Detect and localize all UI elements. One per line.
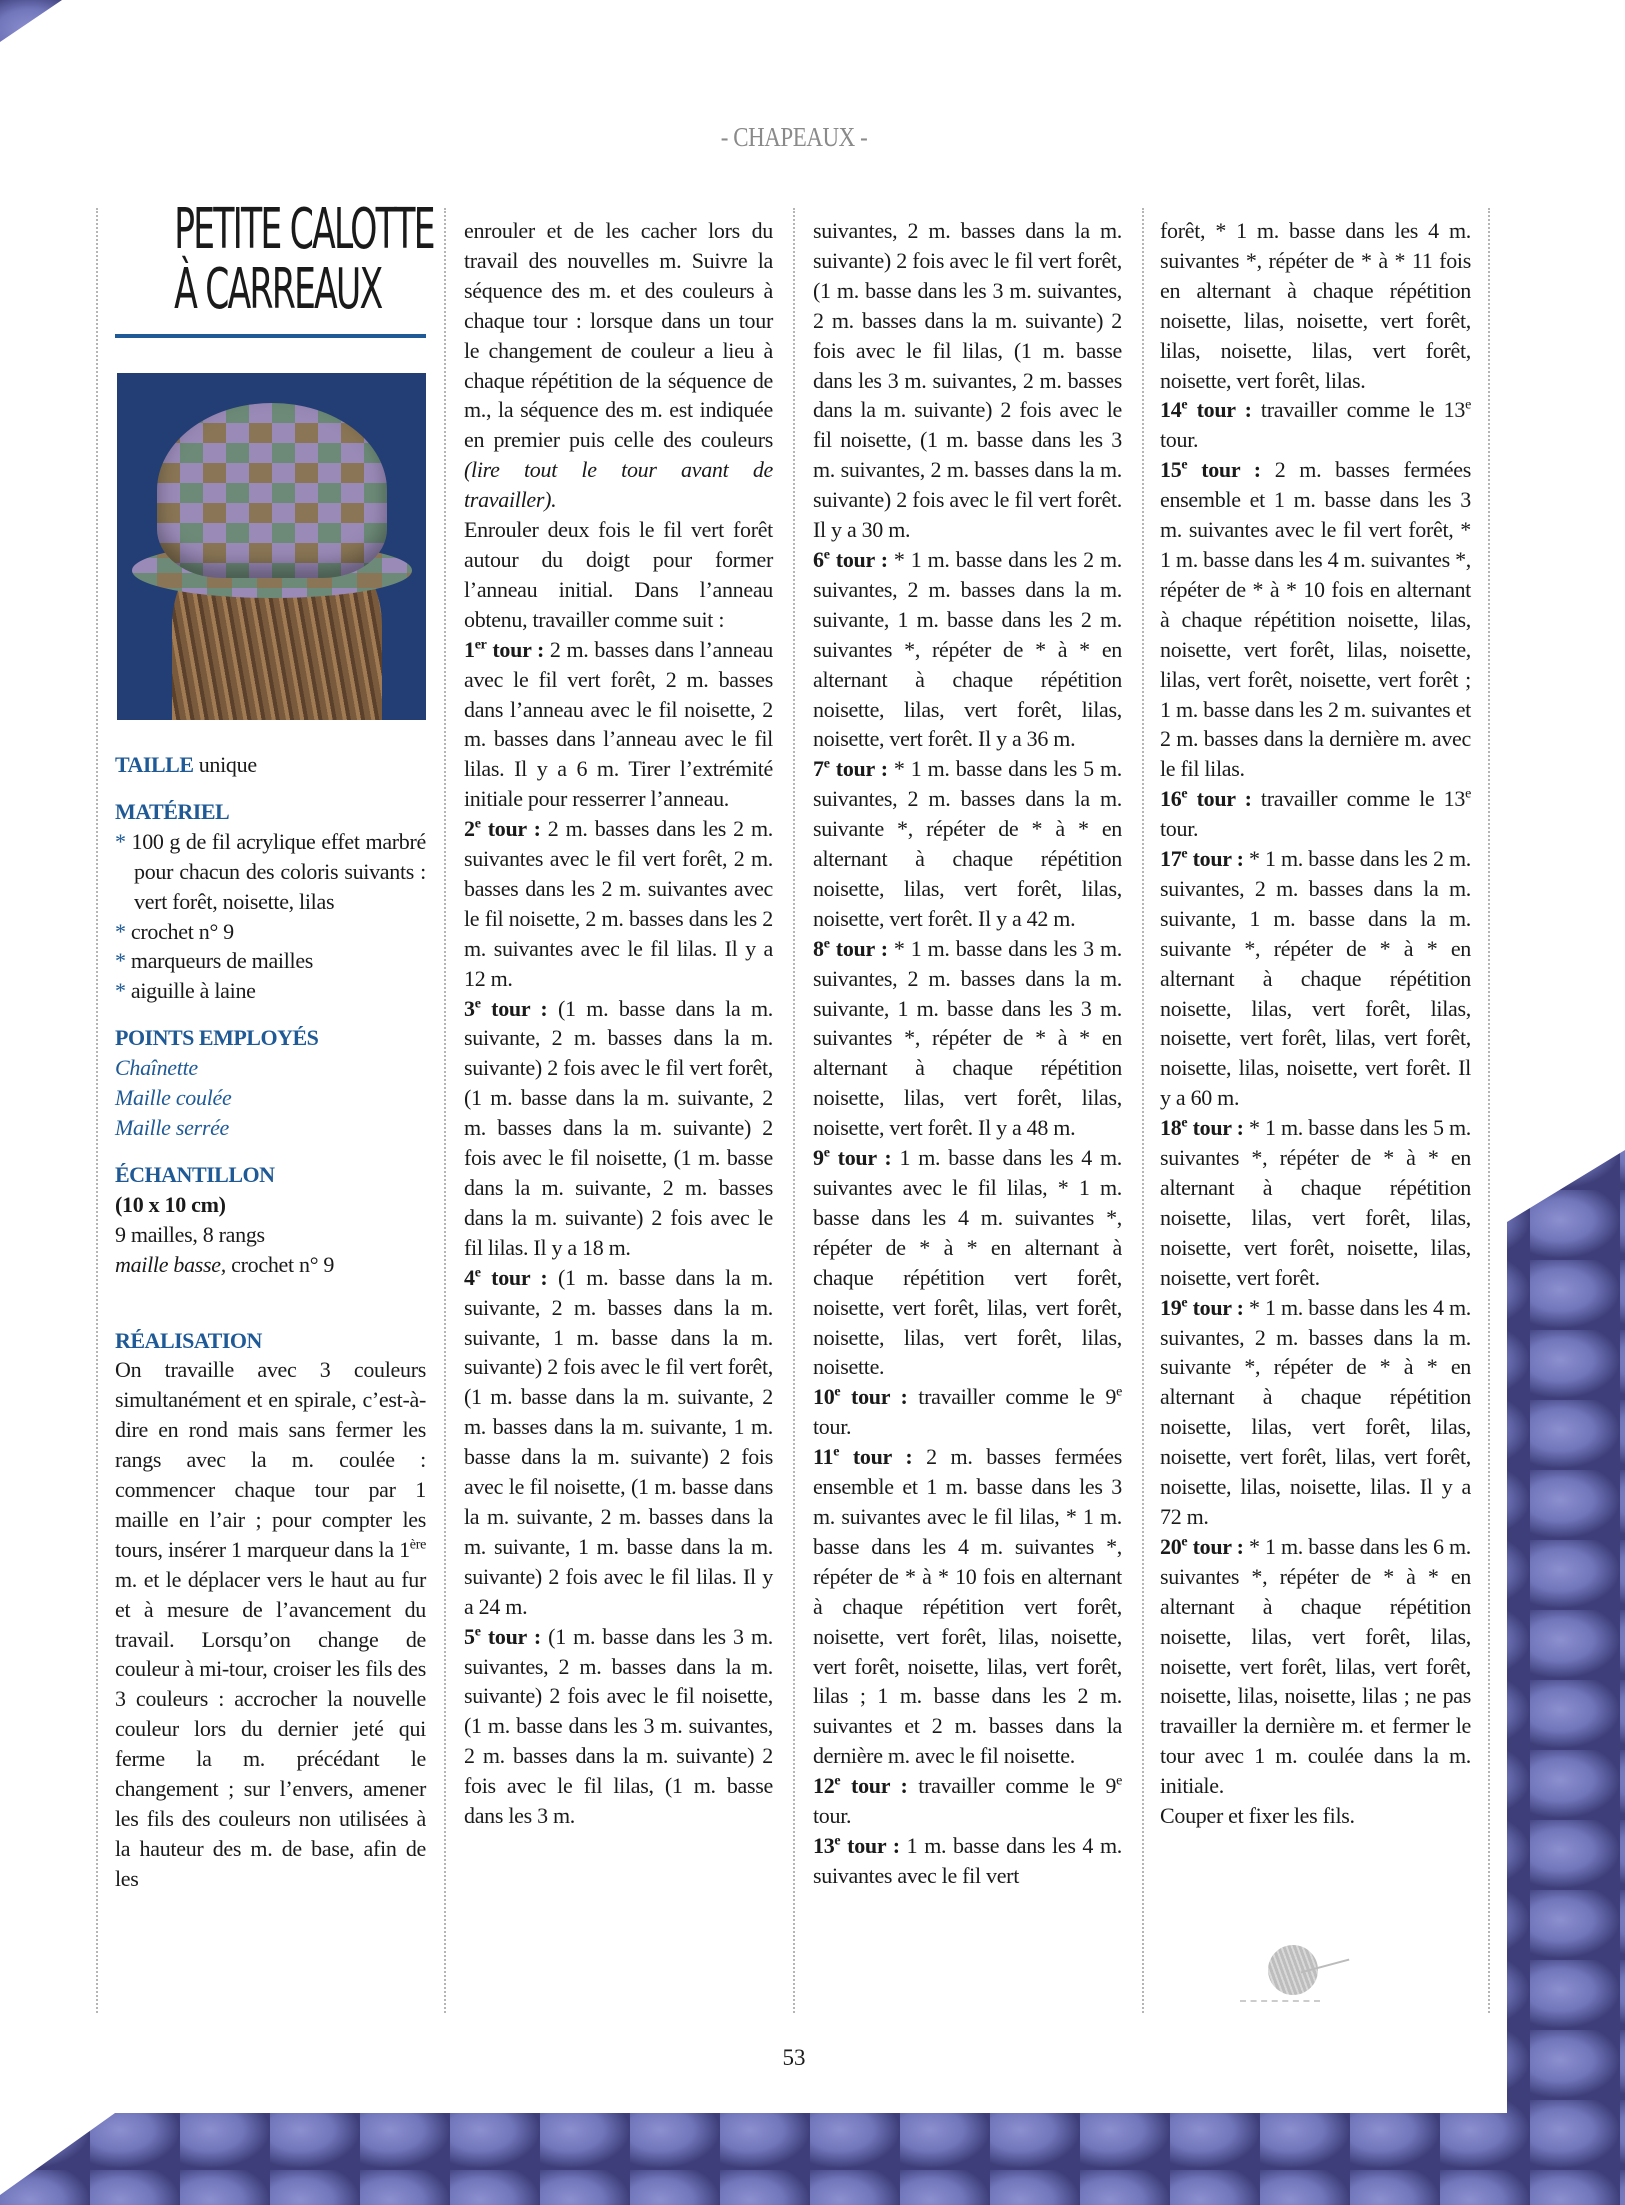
realisation-text-part: On travaille avec 3 couleurs simultanément et en spirale, c’est-à-dire en rond mais sans fermer les rangs avec la m. coulée : commencer chaque tour par 1 maille en l’air ; pour compter les tours, insérer 1 marqueur dans la 1 [115,1357,426,1562]
column-divider [1488,208,1490,2013]
superscript: e [1465,398,1471,414]
instruction-text: (1 m. basse dans la m. suivante, 2 m. basses dans la m. suivante) 2 fois avec le fil vert forêt, (1 m. basse dans la m. suivante, 2 m. basses dans la m. suivante) 2 fois avec le fil noisette, (1 m. basse dans la m. suivante, 2 m. basses dans la m. suivante) 2 fois avec le fil lilas. Il y a 18 m. [464,995,774,1260]
round-number: 9 [813,1145,824,1171]
round-label-text: tour : [1187,786,1252,812]
instruction-text: tour. [813,1803,852,1829]
pattern-title [174,197,434,322]
echantillon-stitch [115,1250,426,1280]
round-label [464,996,547,1021]
round-label [1160,397,1252,422]
round-reference: 9 [1105,1773,1117,1799]
round-label [813,547,888,572]
round-number: 14 [1160,397,1182,423]
superscript: ère [409,1537,426,1553]
instruction-paragraph [813,216,1122,545]
instruction-text: Couper et fixer les fils. [1160,1803,1355,1829]
round-label [813,1773,908,1798]
instruction-text: travailler comme le [1251,397,1444,423]
round-label [1160,846,1244,871]
round-instruction [464,1263,773,1622]
round-label-text: tour : [1187,1294,1244,1320]
round-number: 7 [813,756,824,782]
round-label-text: tour : [829,756,888,782]
round-label [1160,786,1252,811]
round-number: 17 [1160,846,1182,872]
instruction-text: (1 m. basse dans les 3 m. suivantes, 2 m. basses dans la m. suivante) 2 fois avec le fil noisette, (1 m. basse dans les 3 m. suivantes, 2 m. basses dans la m. suivante) 2 fois avec le fil lilas, (1 m. basse dans les 3 m. [464,1623,773,1829]
round-instruction [1160,1532,1471,1801]
title-underline [115,334,426,338]
round-label-text: tour : [1187,846,1244,872]
superscript: e [474,996,481,1012]
superscript: e [834,1385,841,1401]
instruction-note: (lire tout le tour avant de travailler). [464,457,773,513]
round-label-text: tour : [829,546,888,572]
round-instruction [1160,395,1471,455]
superscript: e [1116,1385,1123,1401]
point-link[interactable]: Maille serrée [115,1114,230,1140]
round-instruction [1160,1293,1471,1532]
round-label [813,1384,908,1409]
echantillon-size: (10 x 10 cm) [115,1191,226,1217]
echantillon-gauge: 9 mailles, 8 rangs [115,1221,265,1247]
round-instruction [464,814,773,993]
materiel-item-text: 100 g de fil acrylique effet marbré pour chacun des coloris suivants : vert forêt, noisette, lilas [131,828,426,914]
realisation-text [115,1355,426,1893]
instruction-text: Enrouler deux fois le fil vert forêt autour du doigt pour former l’anneau initial. Dans l’anneau obtenu, travailler comme suit : [464,517,773,632]
round-instruction [464,635,773,814]
round-label [1160,1295,1244,1320]
column-4 [1160,216,1471,1831]
round-reference: 13 [1443,397,1466,423]
instruction-text: travailler comme le [907,1773,1106,1799]
title-line-1: PETITE CALOTTE [174,197,434,262]
instruction-text: enrouler et de les cacher lors du travail des nouvelles m. Suivre la séquence des m. et des couleurs à chaque tour : lorsque dans un tour le changement de couleur a lieu à chaque répétition de la séquence de m., la séquence des m. est indiquée en premier puis celle des couleurs [464,218,773,453]
instruction-text: tour. [813,1414,852,1440]
round-label [464,1624,541,1649]
round-number: 18 [1160,1115,1182,1141]
stitch-name: maille basse, [115,1251,226,1277]
materiel-item: * 100 g de fil acrylique effet marbré pour chacun des coloris suivants : vert forêt, noisette, lilas [115,828,426,914]
superscript: e [1181,1115,1188,1131]
instruction-text: * 1 m. basse dans les 5 m. suivantes, 2 m. basses dans la m. suivante *, répéter de * à * en alternant à chaque répétition noisette, lilas, vert forêt, lilas, noisette, vert forêt. Il y a 42 m. [813,756,1122,931]
superscript: e [1181,1295,1188,1311]
materiel-item: * marqueurs de mailles [115,948,314,974]
materiel-item-text: aiguille à laine [130,978,256,1004]
superscript: e [1465,786,1471,802]
round-label [464,637,544,662]
taille-value: unique [193,752,257,777]
round-label-text: tour : [1187,1115,1244,1141]
round-instruction [1160,455,1471,784]
round-number: 5 [464,1623,475,1649]
instruction-text: (1 m. basse dans la m. suivante, 2 m. basses dans la m. suivante, 1 m. basse dans la m. suivante) 2 fois avec le fil vert forêt, (1 m. basse dans la m. suivante, 2 m. basses dans la m. suivante, 1 m. basse dans la m. suivante) 2 fois avec le fil noisette, (1 m. basse dans la m. suivante, 2 m. basses dans la m. suivante, 1 m. basse dans la m. suivante) 2 fois avec le fil lilas. Il y a 24 m. [464,1264,774,1619]
superscript: e [833,1444,840,1460]
round-number: 4 [464,1264,475,1290]
superscript: e [1181,846,1188,862]
round-number: 19 [1160,1294,1182,1320]
title-line-2: À CARREAUX [174,257,382,322]
instruction-text: 1 m. basse dans les 4 m. suivantes avec le fil lilas, * 1 m. basse dans les 4 m. suivantes *, répéter de * à * en alternant à chaque répétition vert forêt, noisette, vert forêt, lilas, vert forêt, noisette, lilas, vert forêt, lilas, noisette. [813,1145,1122,1380]
round-label [1160,1115,1244,1140]
round-number: 3 [464,995,475,1021]
instruction-text: travailler comme le [907,1384,1106,1410]
instruction-paragraph [1160,1801,1471,1831]
round-label-text: tour : [1187,397,1252,423]
round-label [813,756,888,781]
round-instruction [813,934,1122,1143]
instruction-text: 2 m. basses fermées ensemble et 1 m. basse dans les 3 m. suivantes avec le fil lilas, * 1 m. basse dans les 4 m. suivantes *, répéter de * à * 10 fois en alternant à chaque répétition vert forêt, noisette, vert forêt, lilas, noisette, vert forêt, noisette, lilas, vert forêt, lilas ; 1 m. basse dans les 2 m. suivantes et 2 m. basses dans la dernière m. avec le fil noisette. [813,1444,1122,1769]
hat-photo [117,373,426,720]
materiel-item: * aiguille à laine [115,978,256,1004]
round-label [813,1833,900,1858]
superscript: e [823,936,830,952]
instruction-text: suivantes, 2 m. basses dans la m. suivante) 2 fois avec le fil vert forêt, (1 m. basse dans les 3 m. suivantes, 2 m. basses dans la m. suivante) 2 fois avec le fil lilas, (1 m. basse dans les 3 m. suivantes, 2 m. basses dans la m. suivante) 2 fois avec le fil noisette, (1 m. basse dans les 3 m. suivantes, 2 m. basses dans la m. suivante) 2 fois avec le fil vert forêt. Il y a 30 m. [813,218,1122,543]
round-instruction [1160,844,1471,1113]
instruction-paragraph [464,515,773,635]
round-label [464,1265,547,1290]
instruction-text: 2 m. basses dans les 2 m. suivantes avec le fil vert forêt, 2 m. basses dans les 2 m. suivantes avec le fil noisette, 2 m. basses dans les 2 m. suivantes avec le fil lilas. Il y a 12 m. [464,816,774,991]
instruction-paragraph [464,216,773,515]
round-number: 13 [813,1832,835,1858]
materiel-item-text: marqueurs de mailles [130,948,314,974]
round-label [464,816,541,841]
instruction-text: 1 m. basse dans les 4 m. suivantes avec le fil vert [813,1832,1122,1888]
superscript: e [1116,1773,1123,1789]
instruction-text: * 1 m. basse dans les 3 m. suivantes, 2 m. basses dans la m. suivante, 1 m. basse dans les 3 m. suivantes *, répéter de * à * en alternant à chaque répétition noisette, lilas, vert forêt, lilas, noisette, vert forêt. Il y a 48 m. [813,935,1122,1141]
superscript: e [1181,1534,1188,1550]
round-label-text: tour : [480,995,548,1021]
point-link[interactable]: Chaînette [115,1055,198,1081]
round-label [1160,1534,1244,1559]
instruction-text: 2 m. basses dans l’anneau avec le fil vert forêt, 2 m. basses dans l’anneau avec le fil noisette, 2 m. basses dans l’anneau avec le fil lilas. Il y a 6 m. Tirer l’extrémité initiale pour resserrer l’anneau. [464,636,774,812]
hat-crown-image [157,403,387,578]
superscript: e [823,547,830,563]
round-number: 20 [1160,1533,1182,1559]
round-instruction [813,754,1122,933]
round-instruction [1160,1113,1471,1292]
round-number: 10 [813,1384,835,1410]
round-label-text: tour : [840,1773,908,1799]
round-instruction [813,1771,1122,1831]
hook-size: crochet n° 9 [225,1251,335,1277]
materiel-heading: MATÉRIEL [115,798,230,824]
instruction-text: forêt, * 1 m. basse dans les 4 m. suivantes *, répéter de * à * 11 fois en alternant à chaque répétition noisette, lilas, noisette, vert forêt, lilas, noisette, lilas, vert forêt, noisette, vert forêt, lilas. [1160,218,1471,393]
materiel-item-text: crochet n° 9 [130,918,234,944]
column-divider [444,208,446,2013]
superscript: e [1181,786,1188,802]
superscript: e [474,1265,481,1281]
instruction-text: * 1 m. basse dans les 4 m. suivantes, 2 m. basses dans la m. suivante *, répéter de * à * en alternant à chaque répétition noisette, lilas, vert forêt, lilas, noisette, vert forêt, lilas, vert forêt, noisette, lilas, noisette, lilas. Il y a 72 m. [1160,1294,1472,1529]
round-label [1160,457,1261,482]
round-label [813,936,888,961]
superscript: er [474,637,487,653]
round-instruction [813,1831,1122,1891]
realisation-heading: RÉALISATION [115,1327,262,1353]
round-number: 2 [464,816,475,842]
echantillon-heading: ÉCHANTILLON [115,1161,275,1187]
round-label-text: tour : [480,816,541,842]
round-label-text: tour : [829,935,888,961]
column-1 [115,750,426,1894]
taille-section [115,750,426,780]
round-label-text: tour : [480,1264,548,1290]
round-number: 11 [813,1444,834,1470]
yarn-thread-icon [1240,2000,1320,2002]
round-instruction [1160,784,1471,844]
round-reference: 9 [1105,1384,1117,1410]
round-instruction [464,1622,773,1831]
instruction-text: * 1 m. basse dans les 6 m. suivantes *, répéter de * à * en alternant à chaque répétition noisette, lilas, vert forêt, lilas, noisette, vert forêt, lilas, vert forêt, noisette, lilas, noisette, lilas ; ne pas travailler la dernière m. et fermer le tour avec 1 m. coulée dans la m. initiale. [1160,1533,1472,1799]
round-instruction [464,994,773,1263]
round-reference: 13 [1443,786,1466,812]
round-instruction [813,545,1122,754]
superscript: e [474,816,481,832]
round-label [813,1145,891,1170]
points-heading: POINTS EMPLOYÉS [115,1025,319,1051]
instruction-text: tour. [1160,816,1199,842]
round-label-text: tour : [480,1623,541,1649]
superscript: e [474,1624,481,1640]
round-number: 8 [813,935,824,961]
column-2 [464,216,773,1831]
column-3 [813,216,1122,1891]
round-label-text: tour : [840,1832,900,1858]
round-instruction [813,1143,1122,1382]
column-divider [96,208,98,2013]
superscript: e [1181,398,1188,414]
column-divider [793,208,795,2013]
round-number: 12 [813,1773,835,1799]
running-header: - CHAPEAUX - [720,122,868,152]
column-divider [1142,208,1144,2013]
taille-heading: TAILLE [115,752,194,777]
point-link[interactable]: Maille coulée [115,1085,232,1111]
round-number: 6 [813,546,824,572]
instruction-text: * 1 m. basse dans les 5 m. suivantes *, répéter de * à * en alternant à chaque répétition noisette, lilas, vert forêt, lilas, noisette, vert forêt, noisette, lilas, noisette, vert forêt. [1160,1115,1472,1290]
realisation-text-part: m. et le déplacer vers le haut au fur et à mesure de l’avancement du travail. Lorsqu’on change de couleur à mi-tour, croiser les fils des 3 couleurs : accrocher la nouvelle couleur lors du dernier jeté qui ferme la m. précédant le changement ; sur l’envers, amener les fils des couleurs non utilisées à la hauteur des m. de base, afin de les [115,1566,426,1891]
instruction-text: 2 m. basses fermées ensemble et 1 m. basse dans les 3 m. suivantes avec le fil vert forêt, * 1 m. basse dans les 4 m. suivantes *, répéter de * à * 10 fois en alternant à chaque répétition noisette, lilas, noisette, vert forêt, lilas, noisette, lilas, vert forêt, noisette, vert forêt ; 1 m. basse dans les 2 m. suivantes et 2 m. basses dans la dernière m. avec le fil lilas. [1160,457,1471,782]
superscript: e [823,1145,830,1161]
instruction-paragraph [1160,216,1471,395]
instruction-text: tour. [1160,427,1199,453]
round-label-text: tour : [829,1145,892,1171]
round-label-text: tour : [486,636,545,662]
superscript: e [1181,457,1188,473]
round-number: 16 [1160,786,1182,812]
superscript: e [834,1833,841,1849]
round-label-text: tour : [840,1384,908,1410]
round-instruction [813,1382,1122,1442]
round-instruction [813,1442,1122,1771]
round-label-text: tour : [1187,1533,1244,1559]
superscript: e [823,756,830,772]
round-label-text: tour : [839,1444,913,1470]
instruction-text: * 1 m. basse dans les 2 m. suivantes, 2 m. basses dans la m. suivante, 1 m. basse dans les 2 m. suivantes *, répéter de * à * en alternant à chaque répétition noisette, lilas, vert forêt, lilas, noisette, vert forêt. Il y a 36 m. [813,546,1122,752]
round-number: 15 [1160,457,1182,483]
superscript: e [834,1773,841,1789]
round-number: 1 [464,636,475,662]
materiel-item: * crochet n° 9 [115,918,234,944]
instruction-text: travailler comme le [1251,786,1444,812]
instruction-text: * 1 m. basse dans les 2 m. suivantes, 2 m. basses dans la m. suivante, 1 m. basse dans la m. suivante *, répéter de * à * en alternant à chaque répétition noisette, lilas, vert forêt, lilas, noisette, vert forêt, lilas, vert forêt, noisette, lilas, noisette, vert forêt. Il y a 60 m. [1160,846,1472,1111]
round-label [813,1444,912,1469]
page-number: 53 [782,2045,806,2070]
round-label-text: tour : [1187,457,1261,483]
